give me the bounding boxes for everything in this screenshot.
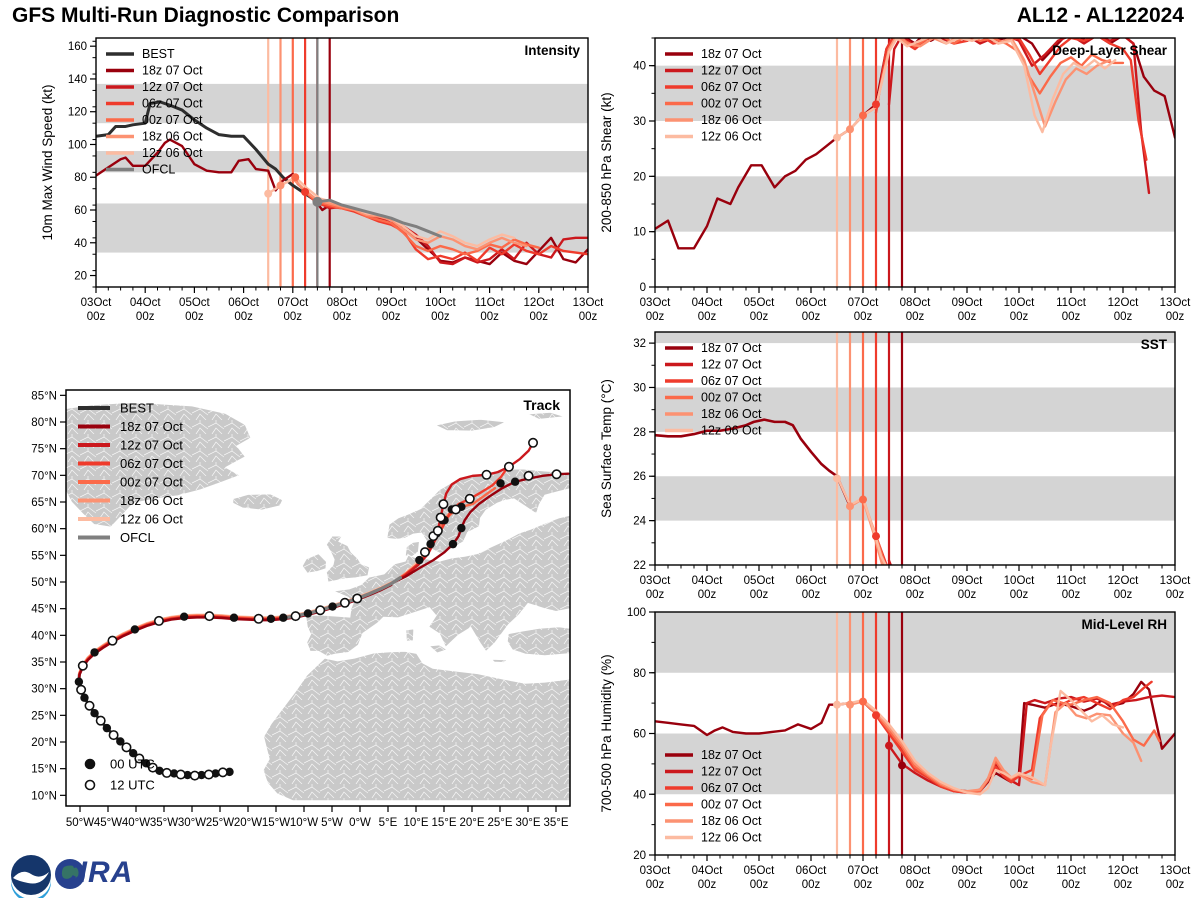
svg-text:18z 06 Oct: 18z 06 Oct — [120, 493, 183, 508]
svg-text:00z: 00z — [905, 311, 925, 323]
svg-text:04Oct: 04Oct — [691, 575, 723, 587]
svg-text:00z: 00z — [853, 879, 873, 891]
svg-text:30: 30 — [633, 116, 646, 128]
svg-text:10m Max Wind Speed (kt): 10m Max Wind Speed (kt) — [40, 84, 55, 241]
svg-text:00z: 00z — [801, 311, 821, 323]
svg-text:00z: 00z — [1061, 879, 1081, 891]
track-point-12utc — [452, 505, 460, 513]
svg-text:50°W: 50°W — [65, 817, 95, 829]
svg-text:00z 07 Oct: 00z 07 Oct — [701, 390, 762, 405]
page-title: GFS Multi-Run Diagnostic Comparison — [12, 4, 400, 27]
track-point-00utc — [496, 479, 504, 487]
svg-text:20: 20 — [633, 171, 646, 184]
svg-text:10: 10 — [633, 226, 646, 239]
storm-id-title: AL12 - AL122024 — [1016, 4, 1184, 27]
svg-text:18z 06 Oct: 18z 06 Oct — [701, 814, 762, 828]
svg-text:5°W: 5°W — [321, 817, 343, 829]
svg-text:00z: 00z — [480, 311, 499, 323]
svg-text:00z: 00z — [905, 589, 925, 601]
svg-text:00z: 00z — [1009, 311, 1029, 323]
svg-text:00z: 00z — [529, 311, 549, 323]
track-point-12utc — [505, 463, 513, 471]
svg-text:55°N: 55°N — [31, 550, 57, 563]
svg-text:00z: 00z — [332, 311, 352, 323]
svg-text:08Oct: 08Oct — [899, 865, 931, 877]
track-point-12utc — [191, 771, 199, 779]
svg-text:06z 07 Oct: 06z 07 Oct — [142, 96, 203, 111]
track-point-12utc — [466, 495, 474, 503]
track-point-12utc — [552, 470, 560, 478]
track-point-12utc — [341, 599, 349, 607]
track-point-12utc — [79, 662, 87, 670]
track-point-12utc — [316, 606, 324, 614]
svg-text:25°W: 25°W — [205, 817, 235, 829]
track-point-00utc — [230, 614, 238, 622]
svg-text:BEST: BEST — [120, 400, 154, 416]
svg-text:00z: 00z — [645, 879, 665, 891]
svg-text:12z 07 Oct: 12z 07 Oct — [120, 437, 183, 453]
svg-text:40°W: 40°W — [121, 817, 151, 829]
svg-text:20°E: 20°E — [459, 817, 485, 829]
svg-text:06Oct: 06Oct — [228, 297, 259, 309]
svg-text:00z 07 Oct: 00z 07 Oct — [142, 113, 203, 127]
svg-text:00z: 00z — [1061, 311, 1081, 323]
svg-text:00z: 00z — [283, 311, 303, 323]
track-point-12utc — [163, 769, 171, 777]
svg-text:00z 07 Oct: 00z 07 Oct — [701, 797, 762, 812]
svg-text:13Oct: 13Oct — [572, 297, 604, 309]
svg-text:50°N: 50°N — [31, 577, 57, 589]
svg-text:07Oct: 07Oct — [277, 297, 309, 309]
logo-bar — [8, 852, 188, 898]
svg-text:08Oct: 08Oct — [326, 297, 358, 309]
svg-text:09Oct: 09Oct — [375, 297, 407, 309]
svg-text:07Oct: 07Oct — [847, 575, 879, 587]
track-point-00utc — [131, 625, 139, 633]
track-point-00utc — [180, 612, 188, 620]
svg-text:OFCL: OFCL — [142, 162, 176, 177]
track-point-12utc — [108, 636, 116, 644]
svg-text:00z: 00z — [185, 311, 204, 323]
svg-text:10Oct: 10Oct — [425, 297, 456, 309]
svg-text:00z: 00z — [431, 311, 450, 323]
svg-text:10Oct: 10Oct — [1003, 297, 1035, 309]
track-point-12utc — [122, 743, 130, 751]
svg-text:15°N: 15°N — [31, 763, 57, 776]
svg-text:00 UTC: 00 UTC — [110, 756, 155, 772]
svg-text:140: 140 — [67, 73, 87, 86]
svg-text:13Oct: 13Oct — [1159, 297, 1191, 309]
track-point-12utc — [434, 527, 442, 535]
svg-text:18z 06 Oct: 18z 06 Oct — [701, 407, 762, 421]
svg-text:10°W: 10°W — [289, 817, 319, 829]
svg-text:00z: 00z — [578, 311, 598, 323]
svg-text:200-850 hPa Shear (kt): 200-850 hPa Shear (kt) — [599, 92, 614, 233]
svg-text:05Oct: 05Oct — [743, 575, 775, 587]
svg-text:09Oct: 09Oct — [951, 575, 983, 587]
track-point-12utc — [219, 768, 227, 776]
svg-text:70°N: 70°N — [31, 470, 57, 483]
svg-text:12 UTC: 12 UTC — [110, 777, 155, 793]
svg-text:05Oct: 05Oct — [743, 865, 775, 877]
svg-text:35°E: 35°E — [543, 817, 569, 829]
svg-text:00z: 00z — [697, 879, 717, 891]
track-point-12utc — [421, 548, 429, 556]
track-point-12utc — [436, 513, 444, 521]
svg-text:12z 06 Oct: 12z 06 Oct — [701, 423, 762, 438]
svg-text:60: 60 — [633, 728, 646, 741]
svg-text:OFCL: OFCL — [120, 530, 155, 545]
track-point-00utc — [279, 614, 287, 622]
svg-text:00z: 00z — [905, 879, 925, 891]
svg-text:00z: 00z — [645, 311, 665, 323]
svg-text:40°N: 40°N — [31, 630, 57, 643]
track-point-12utc — [177, 770, 185, 778]
svg-text:00z: 00z — [801, 589, 821, 601]
svg-text:28: 28 — [633, 426, 646, 439]
svg-text:18z 07 Oct: 18z 07 Oct — [701, 341, 762, 355]
track-point-12utc — [109, 731, 117, 739]
svg-text:08Oct: 08Oct — [899, 575, 931, 587]
cira-logo-text: CIRA — [56, 856, 134, 889]
svg-text:30°N: 30°N — [31, 683, 57, 696]
track-point-12utc — [205, 770, 213, 778]
svg-text:00z: 00z — [1113, 589, 1133, 601]
svg-text:18z 07 Oct: 18z 07 Oct — [120, 419, 183, 434]
svg-text:06z 07 Oct: 06z 07 Oct — [701, 80, 762, 94]
svg-text:00z: 00z — [1113, 879, 1133, 891]
svg-text:12Oct: 12Oct — [1107, 297, 1139, 309]
svg-text:85°N: 85°N — [31, 390, 57, 403]
svg-text:SST: SST — [1140, 337, 1167, 352]
svg-text:00z: 00z — [1165, 879, 1185, 891]
svg-text:10°E: 10°E — [403, 817, 429, 829]
svg-text:00z: 00z — [645, 589, 665, 601]
track-point-00utc — [449, 540, 457, 548]
svg-text:700-500 hPa Humidity (%): 700-500 hPa Humidity (%) — [599, 654, 614, 813]
svg-text:06z 07 Oct: 06z 07 Oct — [701, 781, 762, 795]
svg-text:00z: 00z — [957, 311, 977, 323]
svg-text:32: 32 — [633, 338, 646, 351]
svg-text:0°W: 0°W — [349, 817, 371, 829]
svg-text:09Oct: 09Oct — [951, 865, 983, 877]
svg-text:35°W: 35°W — [149, 817, 179, 829]
svg-text:120: 120 — [67, 106, 87, 119]
svg-text:13Oct: 13Oct — [1159, 575, 1191, 587]
svg-text:07Oct: 07Oct — [847, 865, 879, 877]
svg-text:40: 40 — [74, 237, 87, 250]
track-point-12utc — [97, 716, 105, 724]
svg-text:10Oct: 10Oct — [1003, 575, 1035, 587]
svg-text:00z: 00z — [1165, 311, 1185, 323]
svg-text:00z: 00z — [135, 311, 155, 323]
svg-text:07Oct: 07Oct — [847, 297, 879, 309]
svg-text:80°N: 80°N — [31, 417, 57, 429]
svg-text:20: 20 — [74, 270, 87, 283]
svg-text:20°W: 20°W — [233, 817, 263, 829]
track-point-00utc — [80, 694, 88, 702]
svg-text:00z: 00z — [234, 311, 253, 323]
svg-text:12Oct: 12Oct — [1107, 865, 1139, 877]
panel-sst — [599, 332, 1191, 601]
svg-text:04Oct: 04Oct — [691, 865, 723, 877]
track-point-00utc — [426, 540, 434, 548]
svg-text:65°N: 65°N — [31, 497, 57, 509]
svg-text:06z 07 Oct: 06z 07 Oct — [701, 374, 762, 388]
svg-text:00z: 00z — [1009, 879, 1029, 891]
svg-text:00z 07 Oct: 00z 07 Oct — [701, 96, 762, 111]
svg-text:12z 07 Oct: 12z 07 Oct — [701, 764, 762, 779]
svg-text:12z 07 Oct: 12z 07 Oct — [142, 80, 203, 94]
svg-text:00z: 00z — [853, 311, 873, 323]
svg-text:00z: 00z — [86, 311, 106, 323]
track-point-00utc — [415, 556, 423, 564]
track-point-12utc — [439, 500, 447, 508]
svg-text:0: 0 — [639, 282, 646, 294]
svg-text:26: 26 — [633, 471, 646, 484]
svg-text:5°E: 5°E — [378, 817, 398, 829]
svg-text:05Oct: 05Oct — [179, 297, 210, 309]
track-point-00utc — [267, 615, 275, 623]
svg-text:00z: 00z — [853, 589, 873, 601]
svg-text:09Oct: 09Oct — [951, 297, 983, 309]
svg-text:06z 07 Oct: 06z 07 Oct — [120, 456, 183, 471]
svg-text:Deep-Layer Shear: Deep-Layer Shear — [1052, 43, 1167, 58]
svg-text:10°N: 10°N — [31, 790, 57, 803]
svg-text:30°W: 30°W — [177, 817, 207, 829]
svg-text:12z 06 Oct: 12z 06 Oct — [120, 511, 183, 527]
svg-text:20°N: 20°N — [31, 737, 57, 749]
svg-text:12z 07 Oct: 12z 07 Oct — [701, 63, 762, 78]
svg-text:25°E: 25°E — [487, 817, 513, 829]
panel-intensity — [40, 38, 604, 323]
svg-text:160: 160 — [67, 41, 87, 54]
svg-text:12Oct: 12Oct — [523, 297, 555, 309]
svg-text:12z 06 Oct: 12z 06 Oct — [701, 129, 762, 144]
svg-text:00z: 00z — [749, 311, 769, 323]
svg-text:24: 24 — [633, 515, 646, 528]
svg-text:00z: 00z — [749, 879, 769, 891]
svg-text:06Oct: 06Oct — [795, 865, 827, 877]
svg-text:20: 20 — [633, 850, 646, 862]
track-point-12utc — [524, 472, 532, 480]
panel-shear — [599, 35, 1191, 323]
track-point-00utc — [511, 478, 519, 486]
track-point-12utc — [529, 439, 537, 447]
track-point-12utc — [482, 471, 490, 479]
svg-text:06Oct: 06Oct — [795, 575, 827, 587]
svg-text:45°W: 45°W — [93, 817, 123, 829]
svg-text:11Oct: 11Oct — [1056, 297, 1086, 309]
track-point-12utc — [77, 686, 85, 694]
svg-text:00z: 00z — [749, 589, 769, 601]
svg-text:03Oct: 03Oct — [80, 297, 112, 309]
track-point-12utc — [353, 594, 361, 602]
svg-text:04Oct: 04Oct — [129, 297, 161, 309]
svg-text:04Oct: 04Oct — [691, 297, 723, 309]
svg-text:30°E: 30°E — [515, 817, 541, 829]
svg-text:15°E: 15°E — [431, 817, 457, 829]
track-point-12utc — [291, 612, 299, 620]
track-point-12utc — [155, 617, 163, 625]
svg-text:00z: 00z — [957, 879, 977, 891]
svg-text:11Oct: 11Oct — [1056, 865, 1086, 877]
svg-text:00z: 00z — [381, 311, 401, 323]
svg-text:00z: 00z — [957, 589, 977, 601]
svg-text:35°N: 35°N — [31, 657, 57, 669]
svg-text:00z: 00z — [1165, 589, 1185, 601]
svg-text:12z 06 Oct: 12z 06 Oct — [701, 830, 762, 845]
svg-text:11Oct: 11Oct — [474, 297, 505, 309]
svg-text:100: 100 — [67, 139, 87, 152]
series-sst — [889, 561, 894, 574]
track-point-12utc — [254, 615, 262, 623]
svg-text:00z: 00z — [697, 589, 717, 601]
svg-text:00z: 00z — [801, 879, 821, 891]
svg-text:Mid-Level RH: Mid-Level RH — [1081, 617, 1167, 632]
svg-text:00z: 00z — [1113, 311, 1133, 323]
svg-text:00z: 00z — [697, 311, 717, 323]
svg-text:18z 06 Oct: 18z 06 Oct — [142, 129, 203, 144]
svg-text:12Oct: 12Oct — [1107, 575, 1139, 587]
svg-text:100: 100 — [626, 607, 646, 619]
svg-text:18z 07 Oct: 18z 07 Oct — [701, 748, 762, 762]
svg-text:75°N: 75°N — [31, 443, 57, 456]
svg-text:18z 06 Oct: 18z 06 Oct — [701, 113, 762, 127]
svg-text:00z: 00z — [1009, 589, 1029, 601]
svg-text:00z: 00z — [1061, 589, 1081, 601]
svg-text:45°N: 45°N — [31, 603, 57, 616]
track-point-00utc — [304, 609, 312, 617]
svg-text:08Oct: 08Oct — [899, 297, 931, 309]
svg-text:05Oct: 05Oct — [743, 297, 775, 309]
svg-text:18z 07 Oct: 18z 07 Oct — [701, 47, 762, 61]
svg-text:03Oct: 03Oct — [639, 575, 671, 587]
svg-text:80: 80 — [74, 172, 87, 185]
svg-text:40: 40 — [633, 60, 646, 73]
track-point-00utc — [328, 602, 336, 610]
track-point-12utc — [205, 612, 213, 620]
panel-track-map — [31, 390, 570, 829]
svg-text:06Oct: 06Oct — [795, 297, 827, 309]
svg-text:12z 07 Oct: 12z 07 Oct — [701, 357, 762, 372]
svg-text:60°N: 60°N — [31, 523, 57, 536]
svg-text:Track: Track — [523, 397, 560, 413]
svg-text:11Oct: 11Oct — [1056, 575, 1086, 587]
track-point-00utc — [90, 648, 98, 656]
svg-text:03Oct: 03Oct — [639, 865, 671, 877]
svg-text:25°N: 25°N — [31, 710, 57, 723]
svg-text:18z 07 Oct: 18z 07 Oct — [142, 63, 203, 78]
svg-text:BEST: BEST — [142, 47, 175, 61]
svg-text:13Oct: 13Oct — [1159, 865, 1191, 877]
svg-text:12z 06 Oct: 12z 06 Oct — [142, 146, 203, 160]
svg-text:Sea Surface Temp (°C): Sea Surface Temp (°C) — [599, 379, 614, 518]
svg-text:30: 30 — [633, 382, 646, 395]
track-point-00utc — [75, 678, 83, 686]
track-point-12utc — [85, 702, 93, 710]
svg-text:80: 80 — [633, 667, 646, 680]
track-point-00utc — [103, 724, 111, 732]
svg-text:10Oct: 10Oct — [1003, 865, 1035, 877]
track-point-00utc — [457, 524, 465, 532]
svg-text:15°W: 15°W — [261, 817, 291, 829]
svg-text:60: 60 — [74, 205, 87, 218]
svg-text:00z 07 Oct: 00z 07 Oct — [120, 474, 183, 490]
svg-text:Intensity: Intensity — [524, 43, 580, 58]
svg-text:03Oct: 03Oct — [639, 297, 671, 309]
svg-text:22: 22 — [633, 560, 646, 572]
svg-text:40: 40 — [633, 789, 646, 802]
panel-rh — [599, 607, 1191, 891]
